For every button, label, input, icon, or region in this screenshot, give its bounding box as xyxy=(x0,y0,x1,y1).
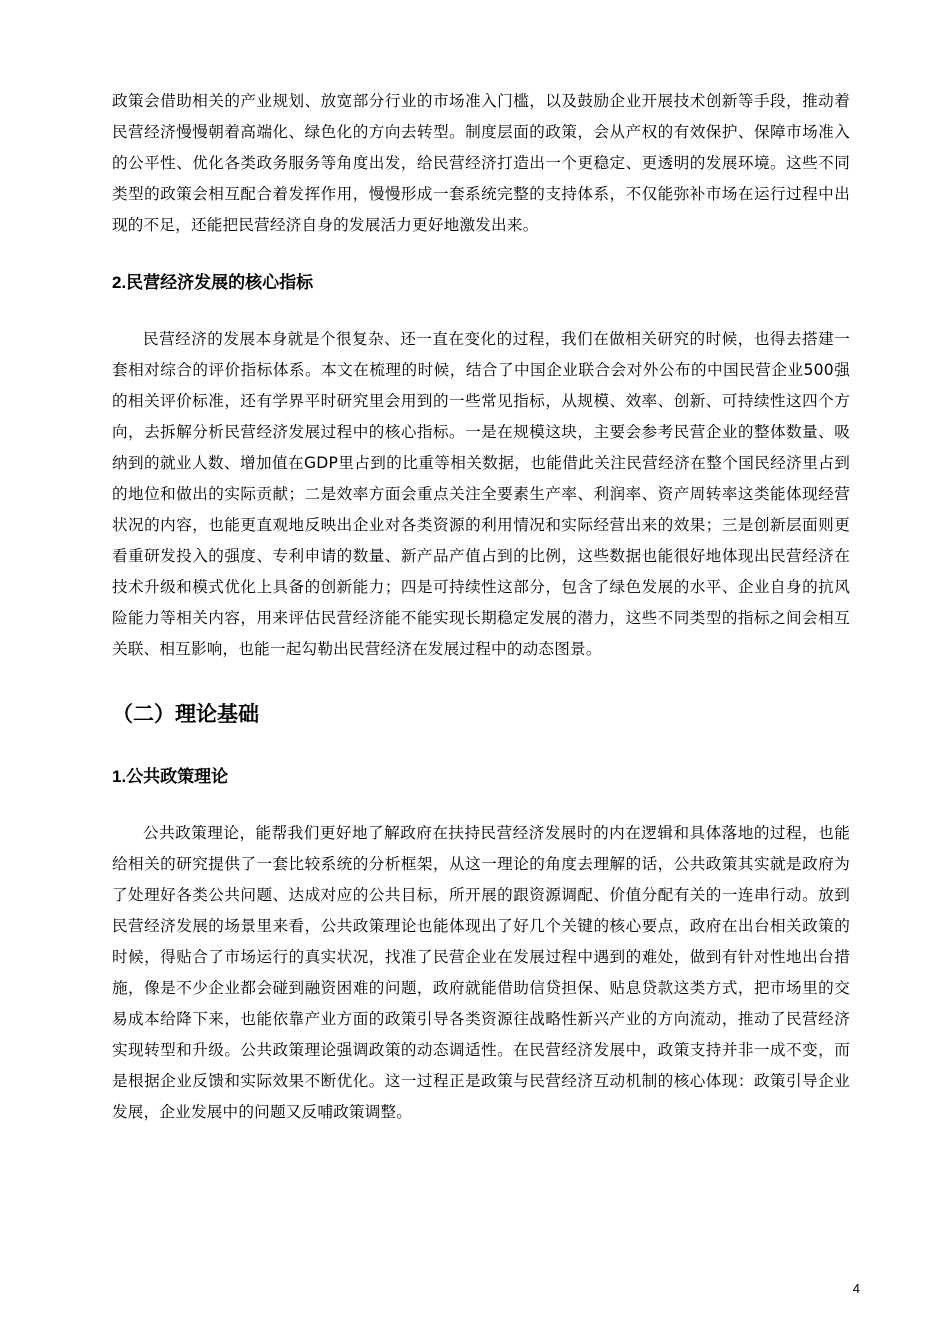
heading-public-policy: 1.公共政策理论 xyxy=(112,767,229,786)
heading-theory: （二）理论基础 xyxy=(112,702,259,726)
page-content xyxy=(112,86,850,1128)
page-number: 4 xyxy=(852,1281,860,1296)
paragraph-intro: 政策会借助相关的产业规划、放宽部分行业的市场准入门槛，以及鼓励企业开展技术创新等手段，推动着民营经济慢慢朝着高端化、绿色化的方向去转型。制度层面的政策，会从产权的有效保护、保障市场准入的公平性、优化各类政务服务等角度出发，给民营经济打造出一个更稳定、更透明的发展环境。这些不同类型的政策会相互配合着发挥作用，慢慢形成一套系统完整的支持体系，不仅能弥补市场在运行过程中出现的不足，还能把民营经济自身的发展活力更好地激发出来。 xyxy=(112,92,850,234)
paragraph-core-indicators: 民营经济的发展本身就是个很复杂、还一直在变化的过程，我们在做相关研究的时候，也得去搭建一套相对综合的评价指标体系。本文在梳理的时候，结合了中国企业联合会对外公布的中国民营企业500强的相关评价标准，还有学界平时研究里会用到的一些常见指标，从规模、效率、创新、可持续性这四个方向，去拆解分析民营经济发展过程中的核心指标。一是在规模这块，主要会参考民营企业的整体数量、吸纳到的就业人数、增加值在GDP里占到的比重等相关数据，也能借此关注民营经济在整个国民经济里占到的地位和做出的实际贡献；二是效率方面会重点关注全要素生产率、利润率、资产周转率这类能体现经营状况的内容，也能更直观地反映出企业对各类资源的利用情况和实际经营出来的效果；三是创新层面则更看重研发投入的强度、专利申请的数量、新产品产值占到的比例，这些数据也能很好地体现出民营经济在技术升级和模式优化上具备的创新能力；四是可持续性这部分，包含了绿色发展的水平、企业自身的抗风险能力等相关内容，用来评估民营经济能不能实现长期稳定发展的潜力，这些不同类型的指标之间会相互关联、相互影响，也能一起勾勒出民营经济在发展过程中的动态图景。 xyxy=(112,330,850,658)
paragraph-public-policy: 公共政策理论，能帮我们更好地了解政府在扶持民营经济发展时的内在逻辑和具体落地的过程，也能给相关的研究提供了一套比较系统的分析框架，从这一理论的角度去理解的话，公共政策其实就是政府为了处理好各类公共问题、达成对应的公共目标，所开展的跟资源调配、价值分配有关的一连串行动。放到民营经济发展的场景里来看，公共政策理论也能体现出了好几个关键的核心要点，政府在出台相关政策的时候，得贴合了市场运行的真实状况，找准了民营企业在发展过程中遇到的难处，做到有针对性地出台措施，像是不少企业都会碰到融资困难的问题，政府就能借助信贷担保、贴息贷款这类方式，把市场里的交易成本给降下来，也能依靠产业方面的政策引导各类资源往战略性新兴产业的方向流动，推动了民营经济实现转型和升级。公共政策理论强调政策的动态调适性。在民营经济发展中，政策支持并非一成不变，而是根据企业反馈和实际效果不断优化。这一过程正是政策与民营经济互动机制的核心体现：政策引导企业发展，企业发展中的问题又反哺政策调整。 xyxy=(112,824,850,1121)
heading-core-indicators: 2.民营经济发展的核心指标 xyxy=(112,273,314,292)
